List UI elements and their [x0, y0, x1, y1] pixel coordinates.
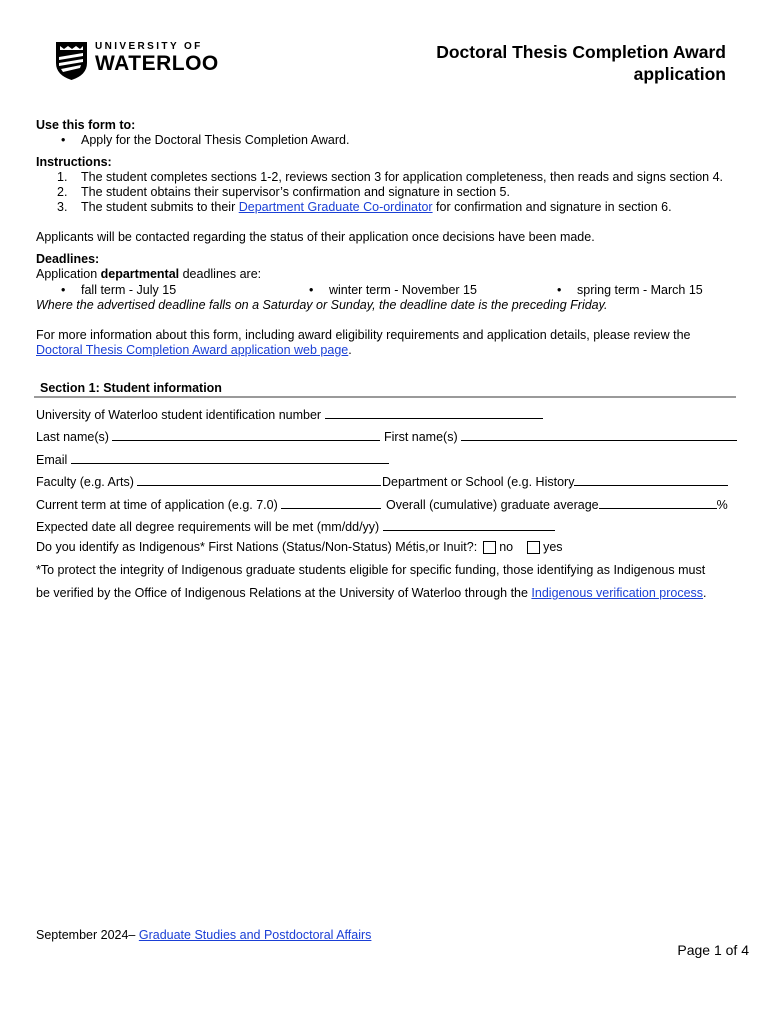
- average-row: [386, 496, 728, 513]
- indigenous-verification-link[interactable]: Indigenous verification process: [531, 586, 704, 600]
- department-label: Department or School (e.g. History: [382, 475, 575, 489]
- faculty-field[interactable]: [137, 473, 381, 486]
- section1-heading: Section 1: Student information: [40, 381, 222, 395]
- gsp-affairs-link[interactable]: Graduate Studies and Postdoctoral Affairs: [138, 928, 372, 942]
- first-name-label: First name(s): [384, 430, 458, 444]
- deadline-item-fall: • fall term - July 15: [81, 283, 176, 298]
- no-label: no: [499, 540, 514, 554]
- department-coordinator-link[interactable]: Department Graduate Co-ordinator: [238, 200, 433, 214]
- more-info-text: For more information about this form, including award eligibility requirements and application details, please review the: [36, 328, 691, 342]
- first-name-field[interactable]: [461, 428, 737, 441]
- average-label: Overall (cumulative) graduate average: [386, 498, 599, 512]
- form-title: [436, 41, 726, 85]
- deadline-item-spring: • spring term - March 15: [577, 283, 703, 298]
- use-heading: Use this form to:: [36, 118, 136, 132]
- use-item: • Apply for the Doctoral Thesis Completion Award.: [81, 133, 349, 148]
- student-id-row: [36, 406, 543, 423]
- instructions-heading: Instructions:: [36, 155, 112, 169]
- award-web-page-link[interactable]: Doctoral Thesis Completion Award application web page: [36, 343, 349, 357]
- percent-sign: %: [716, 498, 728, 512]
- instruction-step: [57, 200, 672, 215]
- intro-bold: departmental: [100, 267, 180, 281]
- first-name-row: [384, 428, 737, 445]
- footer-left: [36, 928, 371, 943]
- indigenous-yes-checkbox[interactable]: [527, 541, 540, 554]
- yes-label: yes: [543, 540, 563, 554]
- indigenous-footnote-line2: [36, 586, 707, 601]
- student-id-field[interactable]: [325, 406, 543, 419]
- intro-post: deadlines are:: [179, 267, 262, 281]
- indigenous-row: [36, 540, 563, 555]
- intro-pre: Application: [36, 267, 101, 281]
- expected-date-field[interactable]: [383, 518, 555, 531]
- indigenous-no-checkbox[interactable]: [483, 541, 496, 554]
- contact-note: Applicants will be contacted regarding the status of their application once decisions have been made.: [36, 230, 595, 244]
- student-id-label: University of Waterloo student identification number: [36, 408, 322, 422]
- current-term-label: Current term at time of application (e.g. 7.0): [36, 498, 278, 512]
- last-name-field[interactable]: [112, 428, 380, 441]
- step-text-post: for confirmation and signature in section 6.: [432, 200, 672, 214]
- expected-date-label: Expected date all degree requirements will be met (mm/dd/yy): [36, 520, 380, 534]
- current-term-row: [36, 496, 381, 513]
- current-term-field[interactable]: [281, 496, 381, 509]
- title-line2: application: [633, 64, 726, 84]
- department-field[interactable]: [574, 473, 728, 486]
- last-name-row: [36, 428, 380, 445]
- faculty-row: [36, 473, 381, 490]
- more-info-post: .: [348, 343, 352, 357]
- email-row: [36, 451, 389, 468]
- indigenous-question: Do you identify as Indigenous* First Nations (Status/Non-Status) Métis,or Inuit?:: [36, 540, 478, 554]
- email-field[interactable]: [71, 451, 389, 464]
- deadlines-intro: [36, 267, 261, 282]
- last-name-label: Last name(s): [36, 430, 109, 444]
- footnote-text: be verified by the Office of Indigenous Relations at the University of Waterloo through the: [36, 586, 532, 600]
- footnote-post: .: [703, 586, 707, 600]
- step-text-pre: The student submits to their: [81, 200, 239, 214]
- title-line1: Doctoral Thesis Completion Award: [436, 42, 726, 62]
- step-text: The student obtains their supervisor’s confirmation and signature in section 5.: [81, 185, 510, 199]
- section-divider: [34, 396, 736, 398]
- average-field[interactable]: [599, 496, 717, 509]
- indigenous-footnote-line1: *To protect the integrity of Indigenous graduate students eligible for specific funding, those identifying as Indigenous must: [36, 563, 706, 577]
- faculty-label: Faculty (e.g. Arts): [36, 475, 134, 489]
- instruction-step: [57, 185, 510, 200]
- step-number: 1.: [57, 170, 68, 184]
- instruction-step: [57, 170, 724, 185]
- footer-date: September 2024–: [36, 928, 139, 942]
- logo-line1: UNIVERSITY OF: [95, 41, 203, 52]
- expected-date-row: [36, 518, 555, 535]
- page-number: Page 1 of 4: [677, 942, 749, 958]
- crest-icon: [55, 41, 88, 81]
- deadline-note: Where the advertised deadline falls on a Saturday or Sunday, the deadline date is the preceding Friday.: [36, 298, 608, 312]
- deadline-item-winter: • winter term - November 15: [329, 283, 477, 298]
- more-info-link-line: [36, 343, 352, 358]
- step-text: The student completes sections 1-2, reviews section 3 for application completeness, then reads and signs section 4.: [81, 170, 724, 184]
- logo-line2: WATERLOO: [95, 52, 219, 75]
- email-label: Email: [36, 453, 68, 467]
- step-number: 2.: [57, 185, 68, 199]
- deadlines-heading: Deadlines:: [36, 252, 100, 266]
- step-number: 3.: [57, 200, 68, 214]
- department-row: [382, 473, 728, 490]
